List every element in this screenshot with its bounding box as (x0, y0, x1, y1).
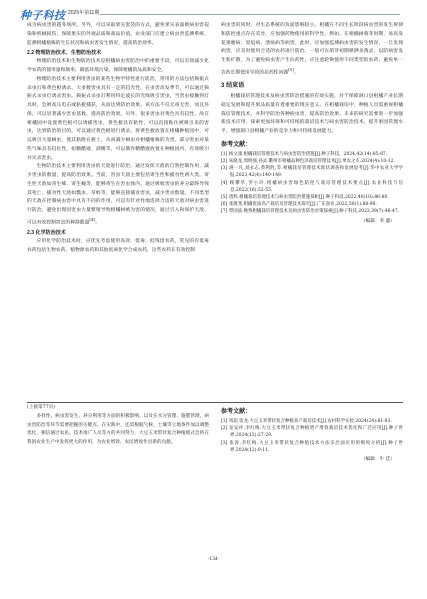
journal-logo: 种子科技 (20, 9, 66, 22)
paragraph (221, 22, 403, 78)
reference-item: [4] 顾攀华,罗小玲.柑橘病虫害绿色防控与栽培管理技术要点[J].农业科技与信息,2022(16):52-55. (221, 180, 403, 193)
paragraph: 物理防治技术主要利用害虫的某些生物学特性进行防治，常用的方法包括频振式杀虫灯和黄色板诱杀。大多数害虫具有一定的趋光性，在虫害高发季节，可以通过频振式杀虫灯诱杀害虫。频振式杀虫灯利用特定波长的光线吸引害虫，当害虫接触到灯具时，会被高压电击或粘板捕获，从而达到防治效果。该方法不仅无毒无害，而且环保，可以显著减少害虫基数，提高防治效果。另外，很多害虫对黄色具有趋性，故在柑橘园中设置黄色板可以诱捕害虫，黄色板具有粘性，可以直接粘住被吸引来的害虫，达到防治的目的。可以通过黄色板进行诱杀，将黄色板放置在柑橘种植园中，可以吸引大量蚜虫，使其粘附在板上，从而减少蚜虫对柑橘植株的为害。部分害虫对某些气味具有趋化性，如糖醋液、酒精等，可以制作糖醋液放置在种植园内，有效吸引并灭杀害虫。 (27, 76, 209, 161)
citation: [5] (288, 66, 294, 72)
subsection-heading: 2.3 化学防治技术 (27, 230, 66, 237)
page-header (0, 0, 427, 22)
continued-article-text (27, 404, 209, 448)
references-heading: 参考文献： (221, 141, 252, 148)
subsection-heading: 2.2 物理防治技术、生物防治技术 (27, 50, 102, 57)
paragraph: 物理防治技术和生物防治技术是柑橘病虫害防治中的重要手段，可以有效减少化学农药的使用量和频率，降低环境污染，保障柑橘的品质和安全。 (27, 59, 209, 73)
left-column (27, 22, 209, 256)
paragraph: 应用化学防治技术时，应优先考虑使用高效、低毒、低残留农药，常见的有低毒农药包括生物农药、植物源农药和其他低毒化学合成农药，这些农药在有效控制 (27, 239, 209, 253)
right-column (221, 22, 403, 226)
citation: [4] (89, 216, 96, 222)
reference-list (221, 418, 403, 454)
paragraph: 多样性、病虫害发生、养分利用等方面的积极影响，以及在水分管理、施肥管理、病虫害防治等环节需要把握的关键点。在实践中，还需根据气候、土壤等立地条件加以调整优化，相信通过农民、技术推广人员等方的共同努力，大豆玉米带状复合种植模式会将在我国农业生产中发挥更大的作用，为农业增效、农民增收作出新的贡献。 (27, 413, 209, 445)
continued-article-references (221, 404, 403, 464)
continuation-label: (上接第77页) (27, 405, 56, 410)
reference-list (221, 151, 403, 216)
paragraph: 成为病虫害的越冬场所。另外，可以采取果实套袋的方式，避免果实表面被病虫害侵染和机械损伤，保障果实的外观品质和商品价值。农业部门应建立病虫害监测系统，监测柑橘植株的生长状况和病虫害发生情况，提高防治效率。 (27, 23, 209, 46)
page-number: ·134· (207, 556, 220, 562)
paragraph-text: 生物防治技术主要利用害虫的天敌进行防治，通过发挥天敌的自然控制作用，减少害虫的数量，提高防治效果。当前，害虫天敌主要包括寄生性和捕食性两大类。寄生性天敌如寄生蜂、寄生蝇等，能够寄生在害虫体内，通过吸收害虫的养分最终导致其死亡，捕食性天敌如瓢虫、草蛉等，能够直接捕食害虫，减少害虫数量。不同类型的天敌在控制病虫害中具有不同的作用，可以有针对性地选择合适的天敌对病虫害进行防治，避免出现因害虫大量繁殖导致柑橘树被为害的情况，通过引入和保护天敌，可以有效控制害虫的种群数量 (27, 164, 209, 226)
editor-credit: （编辑：牛 佳） (360, 457, 395, 463)
editor-credit: （编辑：李 鑫） (360, 218, 395, 224)
reference-item: [7] 覃国波.晚熟柑橘栽培管理技术及病虫害防治对策探索[J].种子科技,2023,39(7):46-47. (221, 209, 400, 215)
references-heading: 参考文献： (221, 409, 252, 415)
paragraph-end: 。 (293, 70, 299, 76)
reference-item: [6] 张敬斐.柑橘优质高产栽培及管理技术探究[J].广东蚕业,2022,56(1):88-90. (221, 202, 377, 208)
issue-label: 2025年第11期 (68, 10, 100, 16)
paragraph: 生物防治技术主要利用害虫的天敌进行防治，通过发挥天敌的自然控制作用，减少害虫的数量，提高防治效果。当前，害虫天敌主要包括寄生性和捕食性两大类。寄生性天敌如寄生蜂、寄生蝇等，能够寄生在害虫体内，通过吸收害虫的养分最终导致其死亡，捕食性天敌如瓢虫、草蛉等，能够直接捕食害虫，减少害虫数量。不同类型的天敌在控制病虫害中具有不同的作用，可以有针对性地选择合适的天敌对病虫害进行防治，避免出现因害虫大量繁殖导致柑橘树被为害的情况，通过引入和保护天敌，可以有效控制害虫的种群数量[4]。 (27, 164, 209, 226)
reference-item: [1] 杨文康.柑橘栽培管理技术与病虫害防治措施[J].种子科技，2024,42(14):85-87. (221, 151, 388, 157)
article-divider (27, 402, 403, 403)
reference-item: [3] 张涛,李红梅.大豆玉米带状复合种植技术方法多层面应用的细致分析[J].种子世界,2024(12):9-11. (221, 440, 403, 453)
paragraph-text: 病虫害的同时，对生态系统的负面影响较小。柑橘在不同生长阶段病虫害的发生规律和防控重点存在差异，应加强药物使用的科学性。例如，在柑橘树萌芽时期，易高发花蕾蛆病、炭疽病、溃疡病等病害，此时，应加强监测病虫害的发生情况，一旦发现病害，应及时使用合适的农药进行防治。一般可在萌芽初期喷洒多菌灵，以防病害发生和扩散，为了避免病虫害产生抗药性，应注意轮换使用不同类型的农药，避免单一农药长期使用导致的抗药性问题 (221, 23, 403, 76)
reference-item: [5] 唐辉.柑橘栽培管理技术与病虫害防治措施探析[J].种子科技,2022,40(10):86-88. (221, 195, 389, 201)
reference-item: [3] 满一凡,刘永志,黄利胜,等.柑橘栽培管理技术现状调查和发展思考[J].华中农业大学学报,2023,42(4):140-149. (221, 166, 403, 179)
reference-item: [1] 周超,张龙.大豆玉米带状复合种植高产栽培技术[J].农村科学实验,2024(24):81-83. (221, 419, 392, 424)
paragraph: 柑橘栽培管理技术及病虫害防治措施的有效实施，对于保障洞口县柑橘产业长期稳定发展和提升果品质量有着重要的现实意义。在柑橘栽培中，种植人员需重视柑橘栽培管理技术，并科学防治各种病虫害，提高防治效果。未来的研究需要进一步加强新技术应用，探索更加环保和可持续的栽培技术与病虫害防治技术，提升果园管理水平，增强洞口县柑橘产业的竞争力和可持续发展能力。 (221, 94, 403, 135)
reference-item: [2] 龙安祥,李红梅.大豆玉米带状复合种植增产增效栽培技术优化和广泛应用[J].种子世界,2024(12):27-29. (221, 426, 403, 439)
section-heading: 3 结束语 (221, 83, 245, 90)
header-rule (100, 14, 400, 15)
reference-item: [2] 朱晓龙,周明强,孙灵.衢州市柑橘品种色泽栽培管理技术[J].果农之友,2024(4):10-12. (221, 159, 395, 165)
